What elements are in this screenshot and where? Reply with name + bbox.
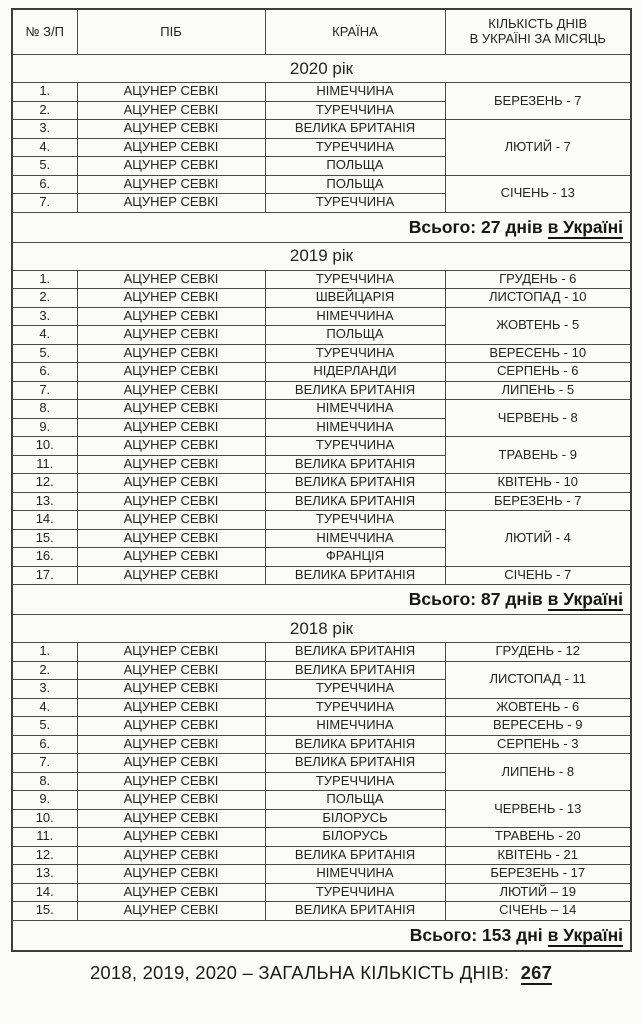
country-cell: БІЛОРУСЬ xyxy=(265,828,445,847)
country-cell: ВЕЛИКА БРИТАНІЯ xyxy=(265,643,445,662)
month-days-cell: СЕРПЕНЬ - 6 xyxy=(445,363,631,382)
month-days-cell: ЛЮТИЙ – 19 xyxy=(445,883,631,902)
row-number-cell: 2. xyxy=(12,101,77,120)
row-number-cell: 7. xyxy=(12,754,77,773)
person-name-cell: АЦУНЕР СЕВКІ xyxy=(77,846,265,865)
country-cell: НІМЕЧЧИНА xyxy=(265,307,445,326)
row-number-cell: 7. xyxy=(12,381,77,400)
row-number-cell: 13. xyxy=(12,492,77,511)
table-row xyxy=(12,307,631,326)
year-total-text: Всього: 27 днів xyxy=(408,216,543,237)
country-cell: ТУРЕЧЧИНА xyxy=(265,698,445,717)
month-days-cell: ЛИСТОПАД - 10 xyxy=(445,289,631,308)
person-name-cell: АЦУНЕР СЕВКІ xyxy=(77,883,265,902)
country-cell: ТУРЕЧЧИНА xyxy=(265,344,445,363)
country-cell: ТУРЕЧЧИНА xyxy=(265,883,445,902)
country-cell: ВЕЛИКА БРИТАНІЯ xyxy=(265,661,445,680)
header-name-cell: ПІБ xyxy=(77,9,265,55)
country-cell: ФРАНЦІЯ xyxy=(265,548,445,567)
table-row xyxy=(12,846,631,865)
grand-total-value: 267 xyxy=(520,962,553,983)
row-number-cell: 3. xyxy=(12,120,77,139)
row-number-cell: 2. xyxy=(12,661,77,680)
month-days-cell: ЧЕРВЕНЬ - 8 xyxy=(445,400,631,437)
header-num-cell: № З/П xyxy=(12,9,77,55)
table-row xyxy=(12,344,631,363)
month-days-cell: БЕРЕЗЕНЬ - 7 xyxy=(445,492,631,511)
row-number-cell: 7. xyxy=(12,194,77,213)
person-name-cell: АЦУНЕР СЕВКІ xyxy=(77,120,265,139)
month-days-cell: ЧЕРВЕНЬ - 13 xyxy=(445,791,631,828)
country-cell: ВЕЛИКА БРИТАНІЯ xyxy=(265,474,445,493)
year-total-row xyxy=(12,212,631,242)
country-cell: ВЕЛИКА БРИТАНІЯ xyxy=(265,735,445,754)
row-number-cell: 8. xyxy=(12,400,77,419)
table-header-row xyxy=(12,9,631,55)
country-cell: НІМЕЧЧИНА xyxy=(265,717,445,736)
year-total-underlined: в Україні xyxy=(547,589,623,610)
table-row xyxy=(12,865,631,884)
country-cell: ВЕЛИКА БРИТАНІЯ xyxy=(265,381,445,400)
year-label: 2018 рік xyxy=(12,615,631,643)
month-days-cell: БЕРЕЗЕНЬ - 17 xyxy=(445,865,631,884)
person-name-cell: АЦУНЕР СЕВКІ xyxy=(77,698,265,717)
person-name-cell: АЦУНЕР СЕВКІ xyxy=(77,344,265,363)
table-row xyxy=(12,717,631,736)
row-number-cell: 1. xyxy=(12,270,77,289)
table-row xyxy=(12,754,631,773)
person-name-cell: АЦУНЕР СЕВКІ xyxy=(77,381,265,400)
row-number-cell: 1. xyxy=(12,643,77,662)
year-total-cell xyxy=(12,585,631,615)
country-cell: ТУРЕЧЧИНА xyxy=(265,101,445,120)
country-cell: ШВЕЙЦАРІЯ xyxy=(265,289,445,308)
person-name-cell: АЦУНЕР СЕВКІ xyxy=(77,101,265,120)
month-days-cell: ЖОВТЕНЬ - 5 xyxy=(445,307,631,344)
person-name-cell: АЦУНЕР СЕВКІ xyxy=(77,828,265,847)
month-days-cell: ТРАВЕНЬ - 9 xyxy=(445,437,631,474)
header-country-cell: КРАЇНА xyxy=(265,9,445,55)
country-cell: ТУРЕЧЧИНА xyxy=(265,138,445,157)
table-row xyxy=(12,270,631,289)
country-cell: БІЛОРУСЬ xyxy=(265,809,445,828)
month-days-cell: ЛЮТИЙ - 7 xyxy=(445,120,631,176)
person-name-cell: АЦУНЕР СЕВКІ xyxy=(77,566,265,585)
year-total-row xyxy=(12,585,631,615)
person-name-cell: АЦУНЕР СЕВКІ xyxy=(77,175,265,194)
year-section-row xyxy=(12,55,631,83)
year-section-row xyxy=(12,242,631,270)
person-name-cell: АЦУНЕР СЕВКІ xyxy=(77,400,265,419)
person-name-cell: АЦУНЕР СЕВКІ xyxy=(77,270,265,289)
row-number-cell: 6. xyxy=(12,735,77,754)
row-number-cell: 4. xyxy=(12,138,77,157)
person-name-cell: АЦУНЕР СЕВКІ xyxy=(77,717,265,736)
row-number-cell: 16. xyxy=(12,548,77,567)
country-cell: ТУРЕЧЧИНА xyxy=(265,511,445,530)
header-days-cell xyxy=(445,9,631,55)
person-name-cell: АЦУНЕР СЕВКІ xyxy=(77,754,265,773)
month-days-cell: СІЧЕНЬ – 14 xyxy=(445,902,631,921)
month-days-cell: ВЕРЕСЕНЬ - 9 xyxy=(445,717,631,736)
person-name-cell: АЦУНЕР СЕВКІ xyxy=(77,326,265,345)
country-cell: ПОЛЬЩА xyxy=(265,791,445,810)
row-number-cell: 10. xyxy=(12,437,77,456)
person-name-cell: АЦУНЕР СЕВКІ xyxy=(77,809,265,828)
person-name-cell: АЦУНЕР СЕВКІ xyxy=(77,865,265,884)
country-cell: ПОЛЬЩА xyxy=(265,175,445,194)
grand-total-label: 2018, 2019, 2020 – ЗАГАЛЬНА КІЛЬКІСТЬ ДНІВ: xyxy=(89,962,510,983)
person-name-cell: АЦУНЕР СЕВКІ xyxy=(77,529,265,548)
year-total-row xyxy=(12,920,631,951)
month-days-cell: ЖОВТЕНЬ - 6 xyxy=(445,698,631,717)
person-name-cell: АЦУНЕР СЕВКІ xyxy=(77,157,265,176)
month-days-cell: ГРУДЕНЬ - 6 xyxy=(445,270,631,289)
country-cell: ТУРЕЧЧИНА xyxy=(265,437,445,456)
month-days-cell: КВІТЕНЬ - 21 xyxy=(445,846,631,865)
row-number-cell: 14. xyxy=(12,883,77,902)
row-number-cell: 2. xyxy=(12,289,77,308)
month-days-cell: ЛИПЕНЬ - 5 xyxy=(445,381,631,400)
year-section-row xyxy=(12,615,631,643)
month-days-cell: ГРУДЕНЬ - 12 xyxy=(445,643,631,662)
person-name-cell: АЦУНЕР СЕВКІ xyxy=(77,194,265,213)
year-total-cell xyxy=(12,920,631,951)
month-days-cell: СІЧЕНЬ - 7 xyxy=(445,566,631,585)
travel-days-table xyxy=(11,8,632,952)
country-cell: ВЕЛИКА БРИТАНІЯ xyxy=(265,492,445,511)
grand-total-line xyxy=(0,962,642,984)
table-row xyxy=(12,791,631,810)
person-name-cell: АЦУНЕР СЕВКІ xyxy=(77,511,265,530)
row-number-cell: 17. xyxy=(12,566,77,585)
row-number-cell: 4. xyxy=(12,326,77,345)
row-number-cell: 3. xyxy=(12,307,77,326)
table-row xyxy=(12,735,631,754)
row-number-cell: 9. xyxy=(12,791,77,810)
country-cell: ВЕЛИКА БРИТАНІЯ xyxy=(265,754,445,773)
month-days-cell: ЛЮТИЙ - 4 xyxy=(445,511,631,567)
country-cell: ПОЛЬЩА xyxy=(265,157,445,176)
person-name-cell: АЦУНЕР СЕВКІ xyxy=(77,902,265,921)
country-cell: ТУРЕЧЧИНА xyxy=(265,680,445,699)
row-number-cell: 12. xyxy=(12,846,77,865)
country-cell: ВЕЛИКА БРИТАНІЯ xyxy=(265,902,445,921)
table-row xyxy=(12,883,631,902)
country-cell: ТУРЕЧЧИНА xyxy=(265,194,445,213)
country-cell: НІМЕЧЧИНА xyxy=(265,418,445,437)
table-row xyxy=(12,511,631,530)
row-number-cell: 14. xyxy=(12,511,77,530)
table-row xyxy=(12,381,631,400)
table-row xyxy=(12,175,631,194)
table-row xyxy=(12,492,631,511)
country-cell: ВЕЛИКА БРИТАНІЯ xyxy=(265,120,445,139)
month-days-cell: ЛИСТОПАД - 11 xyxy=(445,661,631,698)
table-row xyxy=(12,474,631,493)
person-name-cell: АЦУНЕР СЕВКІ xyxy=(77,548,265,567)
year-label: 2020 рік xyxy=(12,55,631,83)
country-cell: ВЕЛИКА БРИТАНІЯ xyxy=(265,455,445,474)
person-name-cell: АЦУНЕР СЕВКІ xyxy=(77,474,265,493)
country-cell: ТУРЕЧЧИНА xyxy=(265,772,445,791)
table-row xyxy=(12,83,631,102)
year-total-underlined: в Україні xyxy=(547,216,623,237)
header-days-line2: В УКРАЇНІ ЗА МІСЯЦЬ xyxy=(469,31,606,46)
year-total-underlined: в Україні xyxy=(547,924,623,945)
row-number-cell: 15. xyxy=(12,529,77,548)
person-name-cell: АЦУНЕР СЕВКІ xyxy=(77,643,265,662)
table-row xyxy=(12,400,631,419)
row-number-cell: 9. xyxy=(12,418,77,437)
table-row xyxy=(12,120,631,139)
month-days-cell: ЛИПЕНЬ - 8 xyxy=(445,754,631,791)
header-days-line1: КІЛЬКІСТЬ ДНІВ xyxy=(488,16,588,32)
year-total-text: Всього: 87 днів xyxy=(408,589,543,610)
country-cell: ТУРЕЧЧИНА xyxy=(265,270,445,289)
row-number-cell: 5. xyxy=(12,157,77,176)
table-row xyxy=(12,661,631,680)
row-number-cell: 4. xyxy=(12,698,77,717)
row-number-cell: 5. xyxy=(12,717,77,736)
month-days-cell: ТРАВЕНЬ - 20 xyxy=(445,828,631,847)
month-days-cell: ВЕРЕСЕНЬ - 10 xyxy=(445,344,631,363)
row-number-cell: 11. xyxy=(12,828,77,847)
row-number-cell: 5. xyxy=(12,344,77,363)
table-row xyxy=(12,902,631,921)
row-number-cell: 1. xyxy=(12,83,77,102)
table-row xyxy=(12,643,631,662)
person-name-cell: АЦУНЕР СЕВКІ xyxy=(77,492,265,511)
country-cell: НІМЕЧЧИНА xyxy=(265,865,445,884)
country-cell: ВЕЛИКА БРИТАНІЯ xyxy=(265,846,445,865)
person-name-cell: АЦУНЕР СЕВКІ xyxy=(77,772,265,791)
person-name-cell: АЦУНЕР СЕВКІ xyxy=(77,735,265,754)
month-days-cell: СІЧЕНЬ - 13 xyxy=(445,175,631,212)
person-name-cell: АЦУНЕР СЕВКІ xyxy=(77,791,265,810)
row-number-cell: 11. xyxy=(12,455,77,474)
table-row xyxy=(12,566,631,585)
row-number-cell: 12. xyxy=(12,474,77,493)
table-row xyxy=(12,289,631,308)
month-days-cell: КВІТЕНЬ - 10 xyxy=(445,474,631,493)
person-name-cell: АЦУНЕР СЕВКІ xyxy=(77,307,265,326)
person-name-cell: АЦУНЕР СЕВКІ xyxy=(77,83,265,102)
row-number-cell: 15. xyxy=(12,902,77,921)
row-number-cell: 8. xyxy=(12,772,77,791)
person-name-cell: АЦУНЕР СЕВКІ xyxy=(77,661,265,680)
country-cell: НІМЕЧЧИНА xyxy=(265,400,445,419)
row-number-cell: 6. xyxy=(12,363,77,382)
row-number-cell: 3. xyxy=(12,680,77,699)
table-row xyxy=(12,363,631,382)
person-name-cell: АЦУНЕР СЕВКІ xyxy=(77,437,265,456)
year-label: 2019 рік xyxy=(12,242,631,270)
table-row xyxy=(12,437,631,456)
row-number-cell: 6. xyxy=(12,175,77,194)
person-name-cell: АЦУНЕР СЕВКІ xyxy=(77,455,265,474)
person-name-cell: АЦУНЕР СЕВКІ xyxy=(77,363,265,382)
country-cell: НІМЕЧЧИНА xyxy=(265,529,445,548)
person-name-cell: АЦУНЕР СЕВКІ xyxy=(77,289,265,308)
table-row xyxy=(12,698,631,717)
person-name-cell: АЦУНЕР СЕВКІ xyxy=(77,418,265,437)
country-cell: НІМЕЧЧИНА xyxy=(265,83,445,102)
month-days-cell: СЕРПЕНЬ - 3 xyxy=(445,735,631,754)
year-total-text: Всього: 153 дні xyxy=(409,924,543,945)
country-cell: НІДЕРЛАНДИ xyxy=(265,363,445,382)
country-cell: ПОЛЬЩА xyxy=(265,326,445,345)
country-cell: ВЕЛИКА БРИТАНІЯ xyxy=(265,566,445,585)
table-row xyxy=(12,828,631,847)
year-total-cell xyxy=(12,212,631,242)
person-name-cell: АЦУНЕР СЕВКІ xyxy=(77,138,265,157)
month-days-cell: БЕРЕЗЕНЬ - 7 xyxy=(445,83,631,120)
person-name-cell: АЦУНЕР СЕВКІ xyxy=(77,680,265,699)
row-number-cell: 10. xyxy=(12,809,77,828)
row-number-cell: 13. xyxy=(12,865,77,884)
